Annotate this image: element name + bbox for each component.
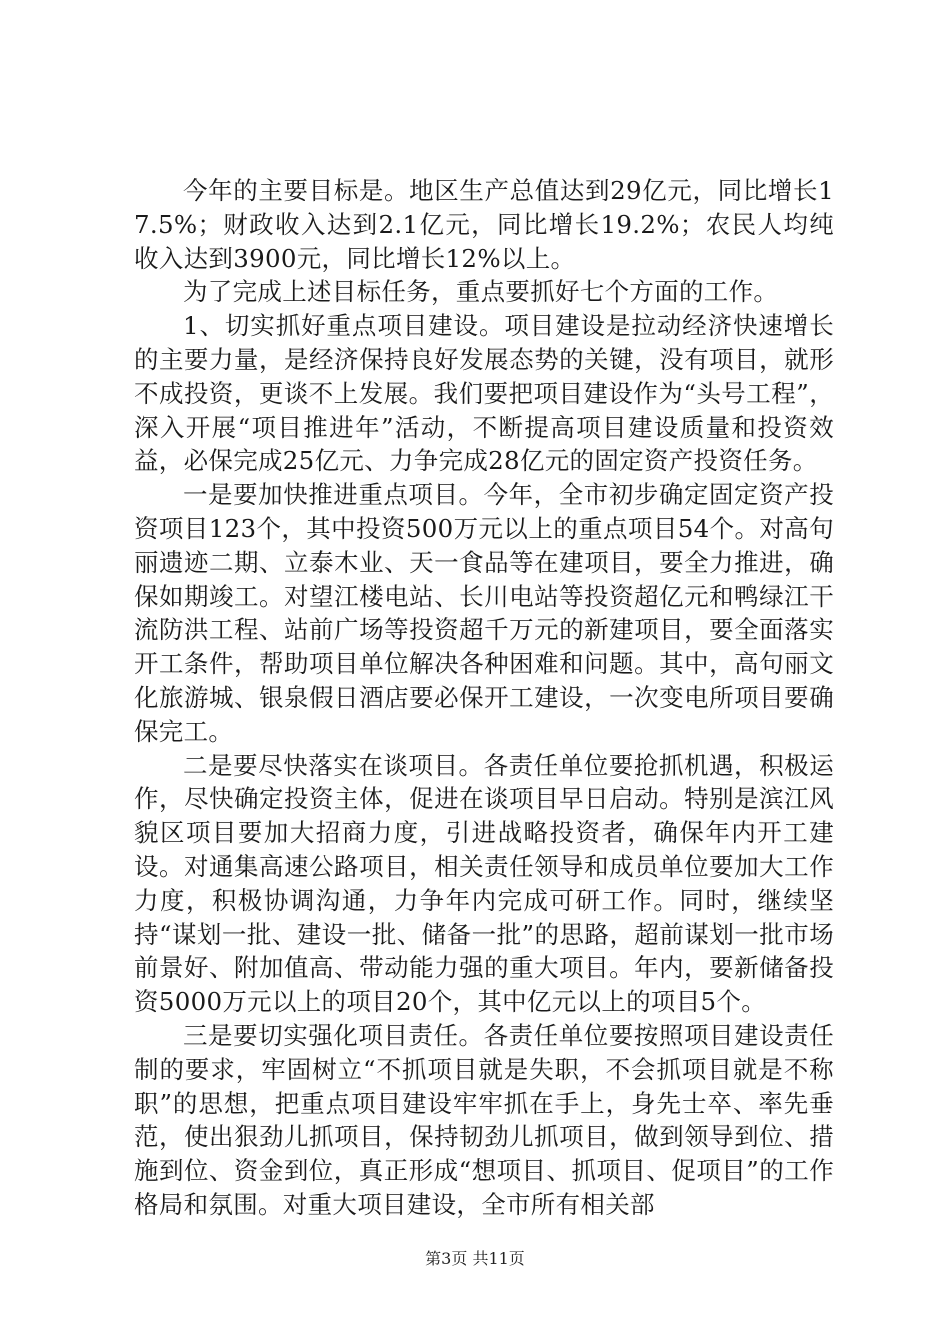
document-body [134, 174, 834, 1222]
paragraph-point-3-responsibility: 三是要切实强化项目责任。各责任单位要按照项目建设责任制的要求，牢固树立“不抓项目就是失职，不会抓项目就是不称职”的思想，把重点项目建设牢牢抓在手上，身先士卒、率先垂范，使出狠劲儿抓项目，保持韧劲儿抓项目，做到领导到位、措施到位、资金到位，真正形成“想项目、抓项目、促项目”的工作格局和氛围。对重大项目建设，全市所有相关部 [134, 1020, 835, 1219]
paragraph-point-2-negotiation: 二是要尽快落实在谈项目。各责任单位要抢抓机遇，积极运作，尽快确定投资主体，促进在谈项目早日启动。特别是滨江风貌区项目要加大招商力度，引进战略投资者，确保年内开工建设。对通集高速公路项目，相关责任领导和成员单位要加大工作力度，积极协调沟通，力争年内完成可研工作。同时，继续坚持“谋划一批、建设一批、储备一批”的思路，超前谋划一批市场前景好、附加值高、带动能力强的重大项目。年内，要新储备投资5000万元以上的项目20个，其中亿元以上的项目5个。 [134, 750, 834, 1017]
paragraph-point-1-accelerate: 一是要加快推进重点项目。今年，全市初步确定固定资产投资项目123个，其中投资500万元以上的重点项目54个。对高句丽遗迹二期、立泰木业、天一食品等在建项目，要全力推进，确保如期竣工。对望江楼电站、长川电站等投资超亿元和鸭绿江干流防洪工程、站前广场等投资超千万元的新建项目，要全面落实开工条件，帮助项目单位解决各种困难和问题。其中，高句丽文化旅游城、银泉假日酒店要必保开工建设，一次变电所项目要确保完工。 [134, 480, 834, 746]
paragraph-main-targets: 今年的主要目标是。地区生产总值达到29亿元，同比增长17.5%；财政收入达到2.1亿元，同比增长19.2%；农民人均纯收入达到3900元，同比增长12%以上。 [134, 176, 834, 273]
page-number-footer: 第3页 共11页 [425, 1249, 525, 1268]
paragraph-section-1-key-projects: 1、切实抓好重点项目建设。项目建设是拉动经济快速增长的主要力量，是经济保持良好发展态势的关键，没有项目，就形不成投资，更谈不上发展。我们要把项目建设作为“头号工程”，深入开展“项目推进年”活动，不断提高项目建设质量和投资效益，必保完成25亿元、力争完成28亿元的固定资产投资任务。 [134, 311, 834, 476]
paragraph-seven-aspects: 为了完成上述目标任务，重点要抓好七个方面的工作。 [183, 277, 779, 307]
